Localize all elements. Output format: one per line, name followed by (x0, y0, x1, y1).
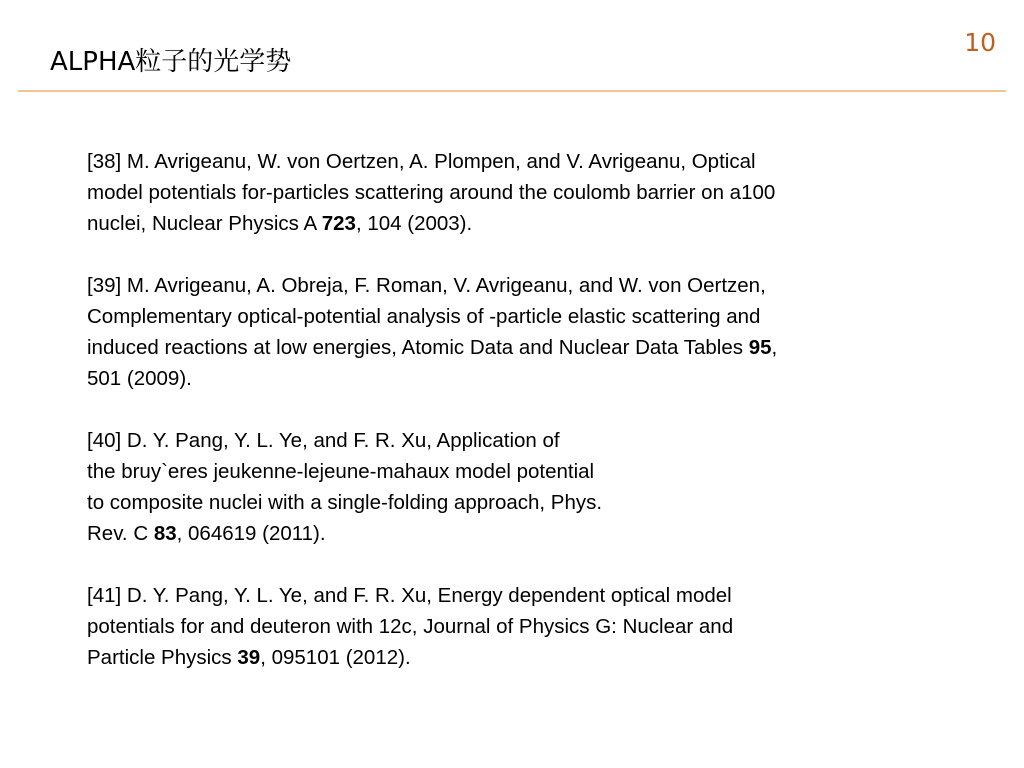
reference-line: [38] M. Avrigeanu, W. von Oertzen, A. Plompen, and V. Avrigeanu, Optical (87, 150, 756, 173)
reference-line: [40] D. Y. Pang, Y. L. Ye, and F. R. Xu, Application of (87, 429, 560, 452)
reference-line: 501 (2009). (87, 367, 192, 390)
slide-title: ALPHA粒子的光学势 (50, 47, 292, 77)
volume-number: 83 (153, 522, 177, 545)
reference-39 (87, 270, 987, 394)
volume-number: 723 (321, 212, 356, 235)
slide-number: 10 (964, 28, 996, 57)
reference-41 (87, 580, 987, 673)
reference-line: Particle Physics 39, 095101 (2012). (87, 646, 411, 669)
reference-line: Complementary optical-potential analysis of -particle elastic scattering and (87, 305, 761, 328)
reference-40 (87, 425, 987, 549)
reference-list (87, 146, 987, 704)
reference-line: model potentials for-particles scattering around the coulomb barrier on a100 (87, 181, 776, 204)
volume-number: 39 (237, 646, 261, 669)
volume-number: 95 (748, 336, 772, 359)
reference-line: to composite nuclei with a single-folding approach, Phys. (87, 491, 603, 514)
reference-line: induced reactions at low energies, Atomic Data and Nuclear Data Tables 95, (87, 336, 778, 359)
reference-38 (87, 146, 987, 239)
title-divider (18, 90, 1006, 92)
reference-line: potentials for and deuteron with 12c, Journal of Physics G: Nuclear and (87, 615, 734, 638)
reference-line: [39] M. Avrigeanu, A. Obreja, F. Roman, V. Avrigeanu, and W. von Oertzen, (87, 274, 766, 297)
reference-line: Rev. C 83, 064619 (2011). (87, 522, 326, 545)
reference-line: [41] D. Y. Pang, Y. L. Ye, and F. R. Xu, Energy dependent optical model (87, 584, 732, 607)
reference-line: nuclei, Nuclear Physics A 723, 104 (2003). (87, 212, 473, 235)
reference-line: the bruy`eres jeukenne-lejeune-mahaux model potential (87, 460, 595, 483)
